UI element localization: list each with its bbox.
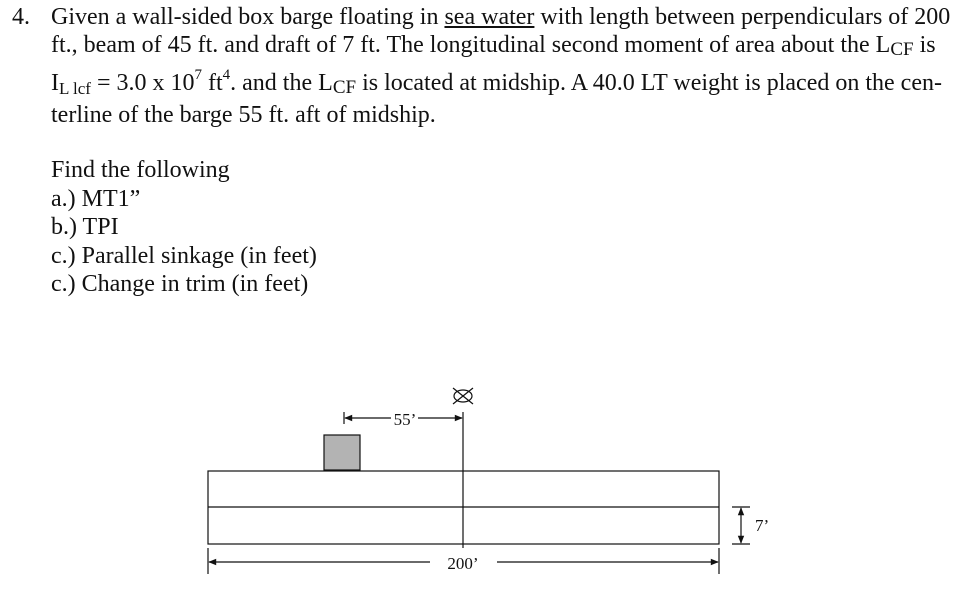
exponent-7: 7: [194, 67, 202, 83]
weight-block: [324, 435, 360, 470]
length-dimension-label: 200’: [447, 554, 479, 573]
line1-text-a: Given a wall-sided box barge floating in: [51, 4, 445, 30]
problem-line-4: terline of the barge 55 ft. aft of midship.: [51, 102, 436, 128]
questions-heading: Find the following: [51, 157, 230, 183]
inertia-symbol-I: I: [51, 70, 59, 96]
line3-text-a: = 3.0 x 10: [90, 70, 195, 96]
lcf-symbol-CF-2: CF: [332, 77, 357, 98]
lcf-symbol-L-2: L: [318, 70, 333, 96]
line2-text-b: is: [913, 32, 936, 58]
question-c-trim: c.) Change in trim (in feet): [51, 271, 309, 297]
line1-text-b: with length between perpendiculars of 200: [534, 4, 951, 30]
question-c-sinkage: c.) Parallel sinkage (in feet): [51, 242, 317, 269]
lcf-symbol-CF: CF: [890, 39, 914, 60]
offset-dimension-label: 55’: [393, 410, 417, 429]
lcf-symbol-L: L: [875, 32, 891, 58]
question-b: b.) TPI: [51, 214, 119, 240]
line3-text-b: . and the: [230, 70, 319, 96]
line3-ft: ft: [201, 70, 223, 96]
inertia-subscript: L lcf: [59, 79, 91, 98]
line2-text-a: ft., beam of 45 ft. and draft of 7 ft. The longitudinal second moment of area about the: [51, 32, 876, 58]
exponent-4: 4: [222, 67, 231, 83]
problem-number: 4.: [12, 4, 30, 30]
line3-text-c: is located at midship. A 40.0 LT weight is placed on the cen-: [356, 70, 942, 96]
midship-symbol-icon: [453, 388, 473, 404]
draft-dimension-label: 7’: [755, 516, 770, 535]
sea-water-underlined: sea water: [444, 4, 535, 30]
question-a: a.) MT1”: [51, 185, 141, 212]
